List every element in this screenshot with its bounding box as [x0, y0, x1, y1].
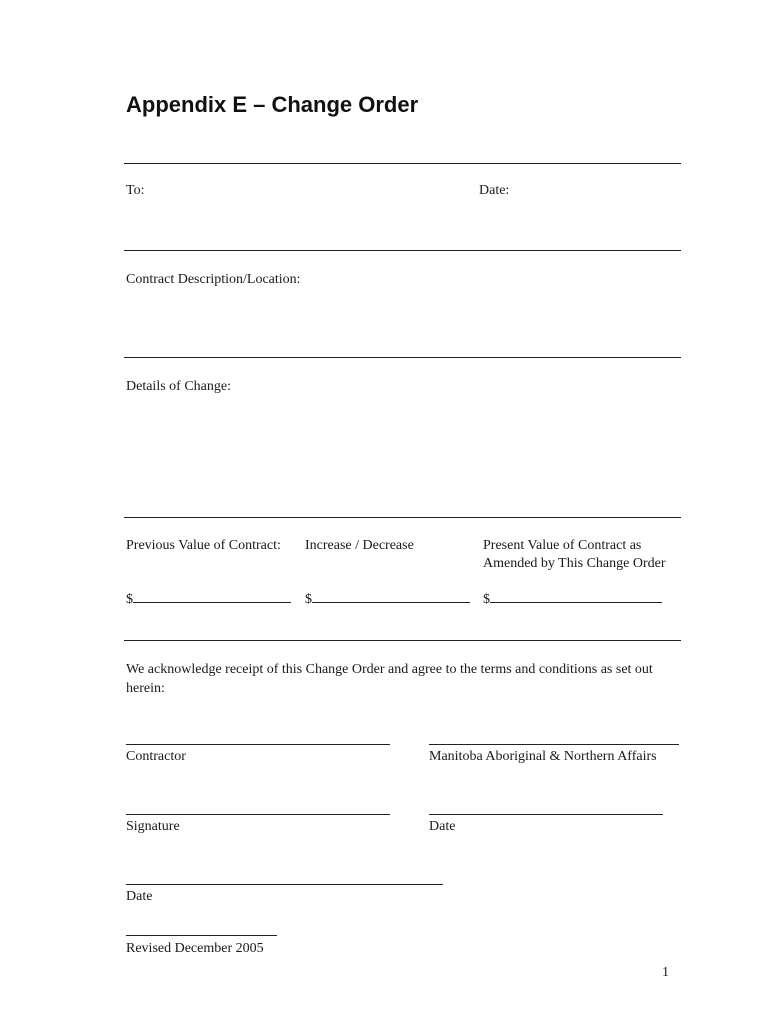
increase-decrease-field[interactable]	[305, 590, 470, 608]
contractor-signature-line[interactable]	[126, 744, 390, 745]
dollar-sign: $	[483, 592, 490, 607]
present-value-label-line2: Amended by This Change Order	[483, 556, 666, 571]
previous-value-label: Previous Value of Contract:	[126, 538, 281, 553]
contractor-date-label: Date	[126, 889, 153, 904]
page-title: Appendix E – Change Order	[126, 92, 419, 117]
to-label: To:	[126, 183, 145, 198]
contractor-date-line[interactable]	[126, 884, 443, 885]
revised-note: Revised December 2005	[126, 941, 264, 956]
agency-date-label: Date	[429, 819, 456, 834]
previous-value-blank[interactable]	[133, 590, 291, 603]
increase-decrease-label: Increase / Decrease	[305, 538, 414, 553]
agency-label: Manitoba Aboriginal & Northern Affairs	[429, 749, 657, 764]
date-label: Date:	[479, 183, 510, 198]
dollar-sign: $	[126, 592, 133, 607]
divider	[124, 163, 681, 164]
footnote-separator	[126, 935, 277, 936]
increase-decrease-blank[interactable]	[312, 590, 470, 603]
details-of-change-label: Details of Change:	[126, 379, 231, 394]
divider	[124, 517, 681, 518]
divider	[124, 640, 681, 641]
acknowledgement-text: We acknowledge receipt of this Change Order and agree to the terms and conditions as set out herein:	[126, 662, 653, 696]
contractor-label: Contractor	[126, 749, 186, 764]
agency-date-line[interactable]	[429, 814, 663, 815]
contract-description-label: Contract Description/Location:	[126, 272, 301, 287]
present-value-blank[interactable]	[490, 590, 662, 603]
previous-value-field[interactable]	[126, 590, 291, 608]
present-value-field[interactable]	[483, 590, 662, 608]
signature-line[interactable]	[126, 814, 390, 815]
divider	[124, 250, 681, 251]
agency-signature-line[interactable]	[429, 744, 679, 745]
present-value-label-line1: Present Value of Contract as	[483, 538, 642, 553]
signature-label: Signature	[126, 819, 180, 834]
page-number: 1	[662, 965, 669, 980]
divider	[124, 357, 681, 358]
dollar-sign: $	[305, 592, 312, 607]
